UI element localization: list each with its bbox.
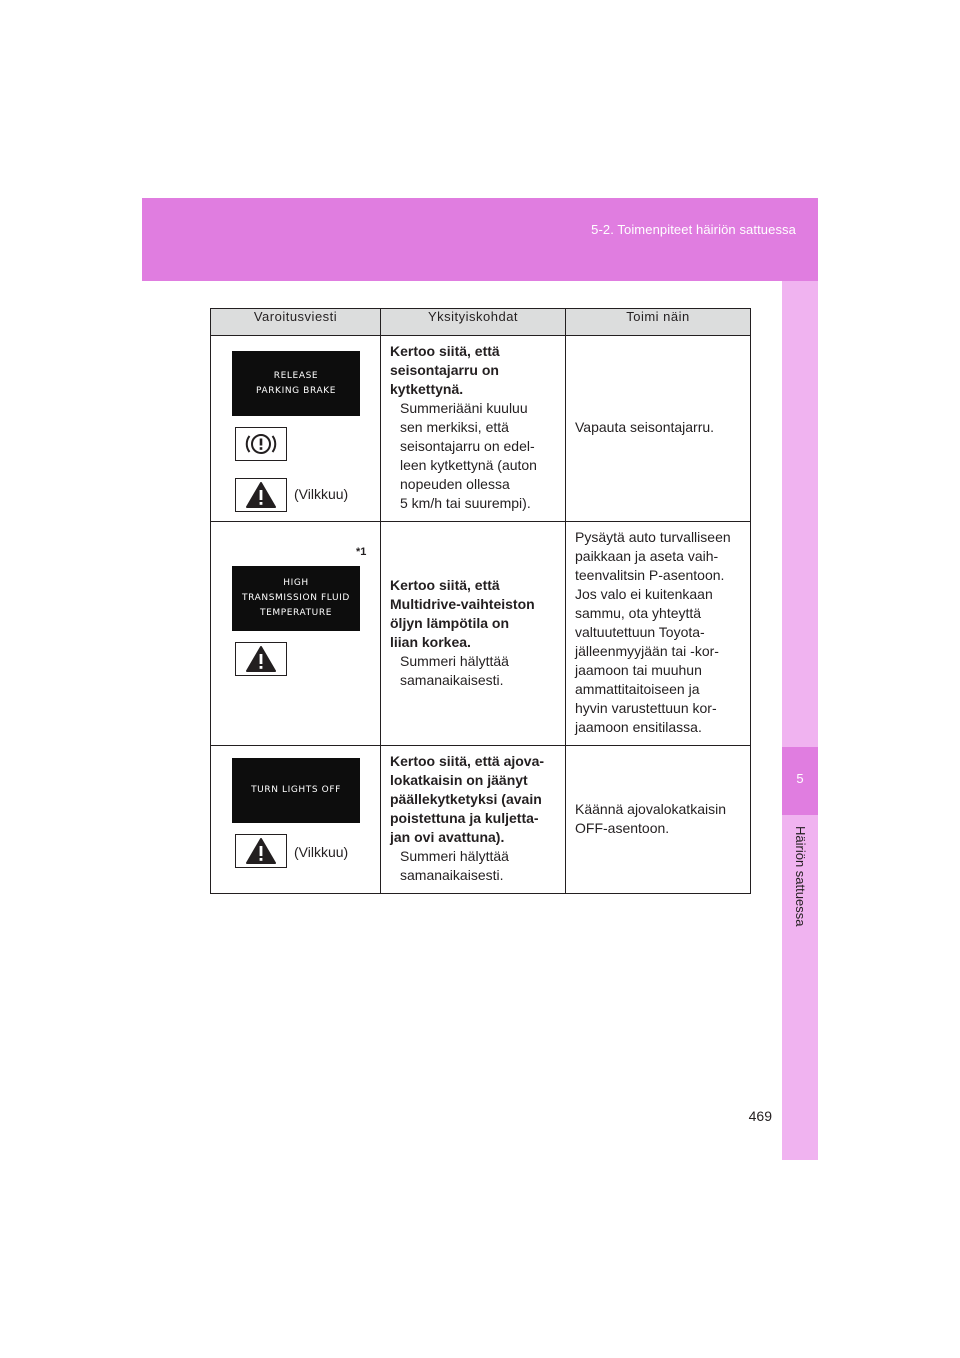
column-header-warning-message: Varoitusviesti <box>211 309 381 336</box>
lcd-line: TRANSMISSION FLUID <box>242 593 350 603</box>
details-cell <box>381 336 566 522</box>
detail-line: 5 km/h tai suurempi). <box>400 495 531 511</box>
chapter-title: Häiriön sattuessa <box>793 826 808 927</box>
lcd-line: TEMPERATURE <box>259 608 333 618</box>
detail-line: sen merkiksi, että <box>400 419 509 435</box>
warning-message-cell <box>211 336 381 522</box>
detail-line: Summeri hälyttää <box>400 652 509 669</box>
lcd-line: HIGH <box>283 578 309 588</box>
action-line: Vapauta seisontajarru. <box>575 419 715 435</box>
page-number: 469 <box>748 1108 772 1124</box>
blinking-note: (Vilkkuu) <box>294 486 349 502</box>
chapter-side-tab <box>782 281 818 1160</box>
detail-bold-line: jan ovi avattuna). <box>390 829 505 845</box>
chapter-number: 5 <box>796 771 804 786</box>
brake-warning-icon <box>235 427 287 461</box>
action-line: valtuutettuun Toyota- <box>575 624 705 640</box>
action-line: jälleenmyyjään tai -kor- <box>575 643 719 659</box>
action-line: sammu, ota yhteyttä <box>575 605 702 621</box>
warning-message-cell <box>211 746 381 894</box>
column-header-details: Yksityiskohdat <box>381 309 566 336</box>
action-line: jaamoon ensitilassa. <box>575 719 702 735</box>
detail-bold-line: Multidrive-vaihteiston <box>390 595 535 612</box>
lcd-display <box>232 351 360 416</box>
lcd-display <box>232 758 360 823</box>
detail-line: Summeriääni kuuluu <box>400 400 528 416</box>
detail-bold-line: öljyn lämpötila on <box>390 614 510 631</box>
detail-bold-line: Kertoo siitä, että ajova- <box>390 753 545 769</box>
action-line: ammattitaitoiseen ja <box>575 681 700 697</box>
table-row <box>211 336 751 522</box>
detail-line: leen kytkettynä (auton <box>400 457 537 473</box>
warning-message-cell <box>211 522 381 746</box>
master-warning-icon <box>235 642 287 676</box>
detail-bold-line: seisontajarru on <box>390 362 499 378</box>
detail-bold-line: kytkettynä. <box>390 381 464 397</box>
table-row <box>211 746 751 894</box>
detail-line: seisontajarru on edel- <box>400 438 535 454</box>
lcd-line: TURN LIGHTS OFF <box>251 785 341 795</box>
action-cell <box>566 522 751 746</box>
detail-bold-line: Kertoo siitä, että <box>390 343 500 359</box>
detail-bold-line: päällekytketyksi (avain <box>390 791 542 807</box>
action-cell <box>566 746 751 894</box>
section-title: 5-2. Toimenpiteet häiriön sattuessa <box>591 222 796 237</box>
action-line: teenvalitsin P-asentoon. <box>575 567 725 583</box>
details-cell <box>381 746 566 894</box>
action-line: OFF-asentoon. <box>575 819 670 836</box>
table-header-row <box>211 309 751 336</box>
table-row <box>211 522 751 746</box>
action-line: Jos valo ei kuitenkaan <box>575 586 713 602</box>
action-line: Käännä ajovalokatkaisin <box>575 800 726 817</box>
detail-bold-line: poistettuna ja kuljetta- <box>390 810 539 826</box>
blinking-note: (Vilkkuu) <box>294 844 349 860</box>
warning-message-table <box>210 308 751 894</box>
detail-line: samanaikaisesti. <box>400 867 504 883</box>
detail-bold-line: Kertoo siitä, että <box>390 576 500 593</box>
detail-line: Summeri hälyttää <box>400 848 509 864</box>
detail-bold-line: liian korkea. <box>390 633 471 650</box>
detail-line: samanaikaisesti. <box>400 671 504 688</box>
header-band <box>142 198 818 281</box>
action-cell <box>566 336 751 522</box>
action-line: Pysäytä auto turvalliseen <box>575 529 731 545</box>
footnote-mark: *1 <box>356 546 367 558</box>
lcd-display <box>232 566 360 631</box>
lcd-line: RELEASE <box>273 370 319 381</box>
master-warning-icon <box>235 478 287 512</box>
action-line: paikkaan ja aseta vaih- <box>575 548 719 564</box>
detail-line: nopeuden ollessa <box>400 476 510 492</box>
column-header-action: Toimi näin <box>566 309 751 336</box>
lcd-line: PARKING BRAKE <box>256 385 336 396</box>
master-warning-icon <box>235 834 287 868</box>
detail-bold-line: lokatkaisin on jäänyt <box>390 772 528 788</box>
details-cell <box>381 522 566 746</box>
action-line: jaamoon tai muuhun <box>575 662 702 678</box>
action-line: hyvin varustettuun kor- <box>575 700 717 716</box>
